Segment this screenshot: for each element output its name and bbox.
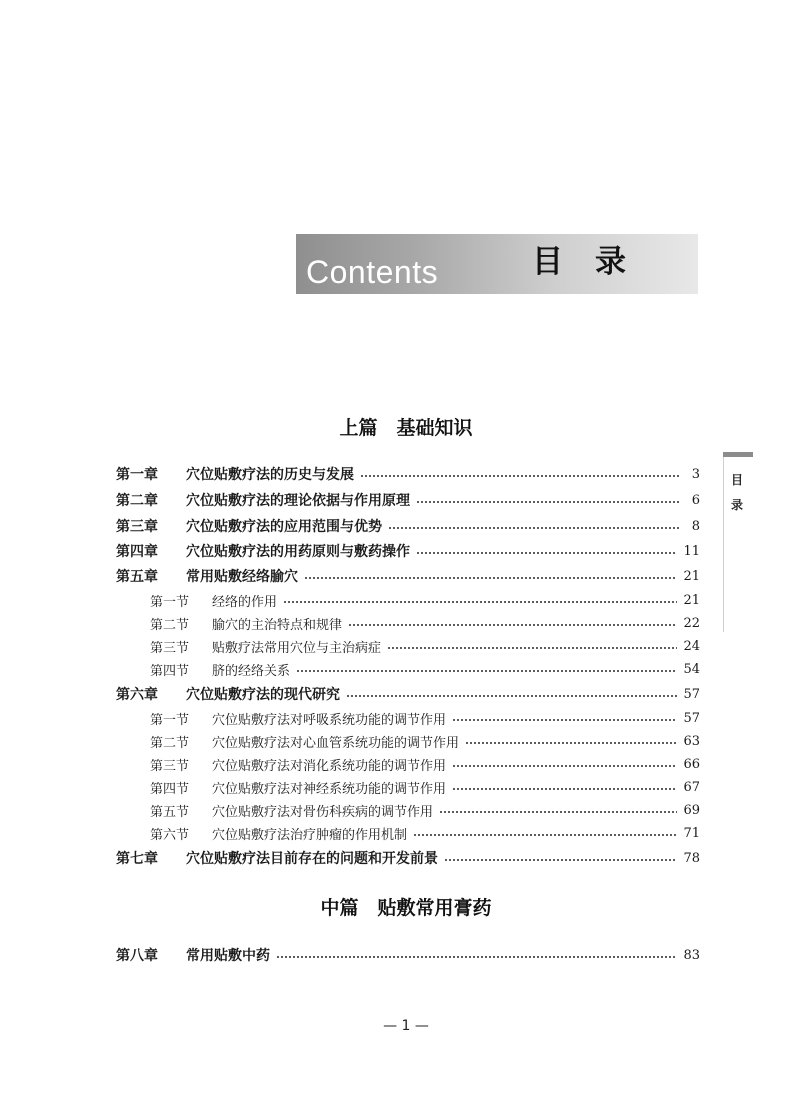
toc-entry[interactable] xyxy=(116,944,700,966)
leader-dots xyxy=(465,742,677,744)
entry-title: 穴位贴敷疗法的用药原则与敷药操作 xyxy=(186,544,410,560)
entry-page: 8 xyxy=(691,518,700,534)
entry-number: 第五章 xyxy=(116,569,158,585)
contents-banner xyxy=(296,234,698,294)
toc-entry[interactable] xyxy=(116,707,700,729)
leader-dots xyxy=(388,527,680,529)
leader-dots xyxy=(413,834,677,836)
entry-title: 贴敷疗法常用穴位与主治病症 xyxy=(212,640,382,656)
entry-title: 穴位贴敷疗法对心血管系统功能的调节作用 xyxy=(212,735,460,751)
toc-entry[interactable] xyxy=(116,847,700,869)
entry-page: 24 xyxy=(683,638,700,654)
leader-dots xyxy=(416,501,680,503)
toc-entry[interactable] xyxy=(116,589,700,611)
toc-entry[interactable] xyxy=(116,540,700,562)
entry-title: 经络的作用 xyxy=(212,594,278,610)
entry-title: 穴位贴敷疗法对神经系统功能的调节作用 xyxy=(212,781,447,797)
entry-page: 67 xyxy=(683,779,700,795)
banner-chinese-title: 目录 xyxy=(532,244,658,280)
entry-number: 第一章 xyxy=(116,467,158,483)
leader-dots xyxy=(416,552,677,554)
entry-number: 第四节 xyxy=(150,663,190,679)
entry-page: 11 xyxy=(683,543,700,559)
toc-entry[interactable] xyxy=(116,683,700,705)
leader-dots xyxy=(452,788,677,790)
entry-title: 穴位贴敷疗法的现代研究 xyxy=(186,687,340,703)
entry-number: 第四章 xyxy=(116,544,158,560)
toc-entry[interactable] xyxy=(116,635,700,657)
entry-title: 穴位贴敷疗法的历史与发展 xyxy=(186,467,354,483)
leader-dots xyxy=(439,811,677,813)
entry-title: 穴位贴敷疗法对骨伤科疾病的调节作用 xyxy=(212,804,434,820)
entry-page: 83 xyxy=(683,947,700,963)
entry-title: 穴位贴敷疗法的理论依据与作用原理 xyxy=(186,493,410,509)
entry-number: 第八章 xyxy=(116,948,158,964)
toc-entry[interactable] xyxy=(116,776,700,798)
entry-title: 常用贴敷中药 xyxy=(186,948,270,964)
entry-page: 3 xyxy=(691,466,700,482)
entry-page: 22 xyxy=(683,615,700,631)
side-tab-label: 目录 xyxy=(731,473,744,512)
side-tab-bar xyxy=(723,452,753,457)
leader-dots xyxy=(304,577,677,579)
toc-entry[interactable] xyxy=(116,753,700,775)
entry-title: 腧穴的主治特点和规律 xyxy=(212,617,343,633)
leader-dots xyxy=(360,475,680,477)
entry-number: 第四节 xyxy=(150,781,190,797)
entry-number: 第二节 xyxy=(150,735,190,751)
leader-dots xyxy=(283,601,677,603)
banner-english-title: Contents xyxy=(306,254,439,290)
entry-number: 第三节 xyxy=(150,640,190,656)
entry-number: 第一节 xyxy=(150,594,190,610)
entry-page: 63 xyxy=(683,733,700,749)
entry-number: 第三章 xyxy=(116,519,158,535)
entry-title: 穴位贴敷疗法的应用范围与优势 xyxy=(186,519,382,535)
entry-number: 第一节 xyxy=(150,712,190,728)
entry-number: 第二章 xyxy=(116,493,158,509)
entry-title: 穴位贴敷疗法对呼吸系统功能的调节作用 xyxy=(212,712,447,728)
leader-dots xyxy=(444,859,677,861)
toc-entry[interactable] xyxy=(116,565,700,587)
entry-page: 21 xyxy=(683,592,700,608)
entry-number: 第二节 xyxy=(150,617,190,633)
toc-entry[interactable] xyxy=(116,463,700,485)
leader-dots xyxy=(452,719,677,721)
leader-dots xyxy=(276,956,677,958)
entry-page: 71 xyxy=(683,825,700,841)
entry-title: 穴位贴敷疗法治疗肿瘤的作用机制 xyxy=(212,827,408,843)
entry-page: 54 xyxy=(683,661,700,677)
side-tab-divider xyxy=(723,457,724,632)
toc-entry[interactable] xyxy=(116,658,700,680)
side-tab xyxy=(723,452,753,518)
entry-number: 第三节 xyxy=(150,758,190,774)
leader-dots xyxy=(452,765,677,767)
toc-entry[interactable] xyxy=(116,730,700,752)
entry-page: 66 xyxy=(683,756,700,772)
entry-page: 78 xyxy=(683,850,700,866)
entry-title: 穴位贴敷疗法对消化系统功能的调节作用 xyxy=(212,758,447,774)
entry-number: 第六章 xyxy=(116,687,158,703)
leader-dots xyxy=(348,624,677,626)
entry-page: 21 xyxy=(683,568,700,584)
toc-entry[interactable] xyxy=(116,612,700,634)
entry-title: 脐的经络关系 xyxy=(212,663,291,679)
entry-title: 穴位贴敷疗法目前存在的问题和开发前景 xyxy=(186,851,438,867)
toc-entry[interactable] xyxy=(116,799,700,821)
entry-number: 第五节 xyxy=(150,804,190,820)
leader-dots xyxy=(346,695,677,697)
toc-entry[interactable] xyxy=(116,489,700,511)
toc-entry[interactable] xyxy=(116,822,700,844)
toc-entry[interactable] xyxy=(116,515,700,537)
leader-dots xyxy=(296,670,677,672)
entry-number: 第六节 xyxy=(150,827,190,843)
leader-dots xyxy=(387,647,677,649)
page-number: — 1 — xyxy=(383,1018,429,1034)
entry-page: 6 xyxy=(691,492,700,508)
entry-number: 第七章 xyxy=(116,851,158,867)
entry-page: 57 xyxy=(683,686,700,702)
entry-page: 57 xyxy=(683,710,700,726)
entry-page: 69 xyxy=(683,802,700,818)
part-title-2: 中篇 贴敷常用膏药 xyxy=(320,897,492,919)
entry-title: 常用贴敷经络腧穴 xyxy=(186,569,298,585)
part-title-1: 上篇 基础知识 xyxy=(339,417,473,439)
